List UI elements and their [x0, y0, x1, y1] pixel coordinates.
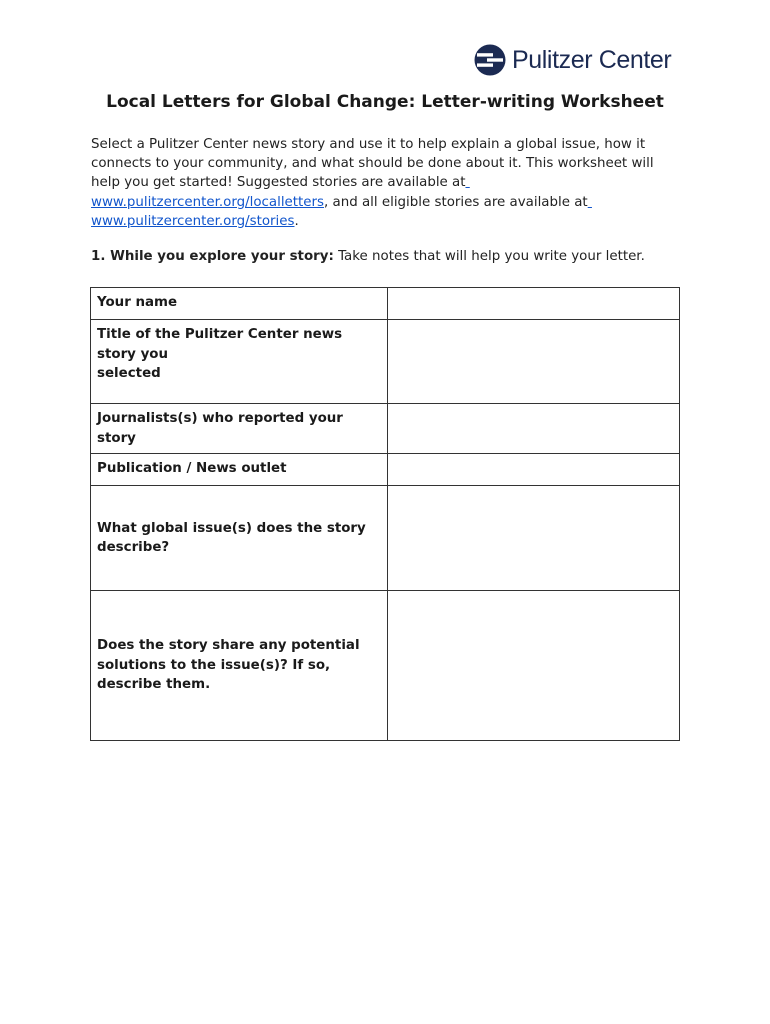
answer-cell-journalists[interactable] — [388, 404, 680, 454]
pulitzer-center-logo — [474, 42, 671, 78]
intro-paragraph — [91, 135, 691, 231]
row-label-publication: Publication / News outlet — [91, 454, 388, 486]
intro-line-3 — [91, 173, 691, 192]
intro-end-text: . — [294, 213, 299, 229]
intro-line-5 — [91, 212, 691, 231]
intro-mid-text: , and all eligible stories are available at — [324, 194, 588, 210]
worksheet-table — [90, 287, 680, 741]
row-label-your-name: Your name — [91, 288, 388, 320]
table-row — [91, 404, 680, 454]
question-1 — [91, 249, 691, 264]
table-row — [91, 288, 680, 320]
pulitzer-center-mark-icon — [474, 44, 506, 76]
intro-line-2: connects to your community, and what should be done about it. This worksheet will — [91, 156, 654, 172]
answer-cell-story-title[interactable] — [388, 320, 680, 404]
link-spacer-2[interactable] — [588, 195, 592, 210]
question-1-text: Take notes that will help you write your letter. — [333, 249, 645, 264]
intro-line-1: Select a Pulitzer Center news story and use it to help explain a global issue, how it — [91, 137, 646, 152]
answer-cell-global-issue[interactable] — [388, 486, 680, 591]
row-label-solutions: Does the story share any potential solutions to the issue(s)? If so, describe them. — [91, 591, 388, 741]
link-spacer[interactable] — [466, 175, 470, 190]
intro-line-4 — [91, 193, 691, 212]
answer-cell-your-name[interactable] — [388, 288, 680, 320]
answer-cell-solutions[interactable] — [388, 591, 680, 741]
intro-line-3-text: help you get started! Suggested stories are available at — [91, 175, 466, 191]
localletters-link[interactable]: www.pulitzercenter.org/localletters — [91, 194, 325, 210]
stories-link[interactable]: www.pulitzercenter.org/stories — [91, 213, 295, 229]
row-label-global-issue: What global issue(s) does the story describe? — [91, 486, 388, 591]
page-title: Local Letters for Global Change: Letter-writing Worksheet — [106, 92, 664, 112]
table-row — [91, 320, 680, 404]
question-1-label: 1. While you explore your story: — [91, 249, 334, 264]
row-label-story-title: Title of the Pulitzer Center news story you selected — [91, 320, 388, 404]
logo-wordmark: Pulitzer Center — [512, 45, 672, 74]
table-row — [91, 454, 680, 486]
table-row — [91, 591, 680, 741]
table-row — [91, 486, 680, 591]
answer-cell-publication[interactable] — [388, 454, 680, 486]
row-label-journalists: Journalists(s) who reported your story — [91, 404, 388, 454]
